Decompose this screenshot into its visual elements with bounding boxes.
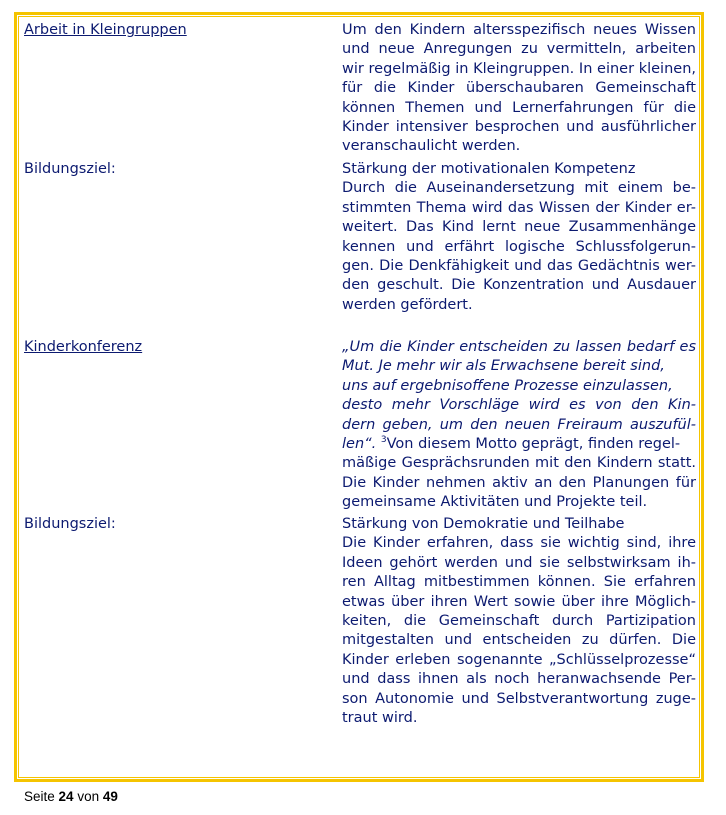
text-line: Ideen gehört werden und sie selbstwirksam ih- bbox=[342, 554, 696, 571]
quote-line: dern geben, um den neuen Freiraum auszufül- bbox=[342, 416, 696, 433]
text-line: keiten, die Gemeinschaft durch Partizipation bbox=[342, 612, 696, 629]
text-line: etwas über ihren Wert sowie über ihre Möglich- bbox=[342, 593, 696, 610]
text-line: Die Kinder nehmen aktiv an den Planungen für bbox=[342, 474, 696, 491]
goal-title: Stärkung von Demokratie und Teilhabe bbox=[342, 516, 625, 532]
current-page: 24 bbox=[58, 789, 74, 804]
text-line: und dass ihnen als noch heranwachsende Per- bbox=[342, 671, 696, 688]
text-line: für die Kinder überschaubaren Gemeinschaft bbox=[342, 80, 696, 97]
text-line: mitgestalten und entscheiden zu dürfen. Die bbox=[342, 632, 696, 649]
quote-line: uns auf ergebnisoffene Prozesse einzulassen, bbox=[342, 377, 673, 394]
text-line: mäßige Gesprächsrunden mit den Kindern statt. bbox=[342, 455, 696, 472]
text-line: kennen und erfährt logische Schlussfolgerun- bbox=[342, 238, 696, 255]
text-line: son Autonomie und Selbstverantwortung zuge- bbox=[342, 690, 696, 707]
text-line: den geschult. Die Konzentration und Ausdauer bbox=[342, 277, 696, 294]
text-line: und neue Anregungen zu vermitteln, arbeiten bbox=[342, 41, 696, 58]
kinderkonferenz-goal bbox=[342, 515, 696, 728]
goal-label-2: Bildungsziel: bbox=[24, 516, 116, 532]
text-line: traut wird. bbox=[342, 709, 418, 726]
text-line: ren Alltag mitbestimmen können. Sie erfahren bbox=[342, 574, 696, 591]
text-line: Kinder erleben sogenannte „Schlüsselprozesse“ bbox=[342, 651, 696, 668]
text-line: können Themen und Lernerfahrungen für die bbox=[342, 99, 696, 116]
text-line: wir regelmäßig in Kleingruppen. In einer kleinen, bbox=[342, 60, 696, 77]
text-line: stimmten Thema wird das Wissen der Kinder er- bbox=[342, 199, 696, 216]
total-pages: 49 bbox=[102, 789, 118, 804]
quote-line: „Um die Kinder entscheiden zu lassen bedarf es bbox=[342, 339, 696, 355]
text-line: Um den Kindern altersspezifisch neues Wissen bbox=[342, 22, 696, 38]
text-line: Kinder intensiver besprochen und ausführlicher bbox=[342, 118, 696, 135]
page-number-footer bbox=[24, 789, 118, 804]
quote-line: desto mehr Vorschläge wird es von den Kin- bbox=[342, 397, 696, 414]
text-line: gemeinsame Aktivitäten und Projekte teil. bbox=[342, 494, 648, 511]
footnote-marker: 3 bbox=[380, 434, 387, 445]
kinderkonferenz-intro bbox=[342, 338, 696, 513]
text-line: werden gefördert. bbox=[342, 296, 473, 313]
footer-prefix: Seite bbox=[24, 789, 55, 804]
text-line: Die Kinder erfahren, dass sie wichtig sind, ihre bbox=[342, 535, 696, 552]
text-line: gen. Die Denkfähigkeit und das Gedächtnis wer- bbox=[342, 257, 696, 274]
text-line: veranschaulicht werden. bbox=[342, 138, 521, 155]
goal-label-1: Bildungsziel: bbox=[24, 161, 116, 177]
after-quote: Von diesem Motto geprägt, finden regel- bbox=[386, 435, 681, 452]
quote-end: len“. bbox=[342, 435, 377, 452]
quote-line: Mut. Je mehr wir als Erwachsene bereit sind, bbox=[342, 358, 665, 375]
kleingruppen-intro bbox=[342, 21, 696, 157]
kleingruppen-goal bbox=[342, 160, 696, 315]
section-heading-kinderkonferenz[interactable]: Kinderkonferenz bbox=[24, 339, 143, 355]
text-line: Durch die Auseinandersetzung mit einem be- bbox=[342, 180, 696, 197]
section-heading-kleingruppen[interactable]: Arbeit in Kleingruppen bbox=[24, 22, 187, 38]
footer-sep: von bbox=[77, 789, 100, 804]
quote-end-line bbox=[342, 435, 696, 454]
goal-title: Stärkung der motivationalen Kompetenz bbox=[342, 161, 636, 177]
text-line: weitert. Das Kind lernt neue Zusammenhänge bbox=[342, 219, 696, 236]
